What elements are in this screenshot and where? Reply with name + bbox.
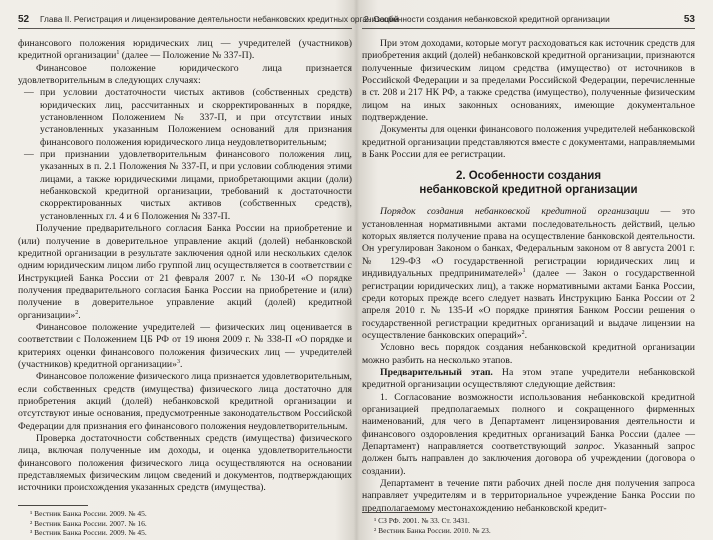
paragraph: Департамент в течение пяти рабочих дней после дня получения запроса направляет учредителям и в территориальное учреждение Банка России по предполагаемому местонахождению небанковской кредит- xyxy=(362,478,695,514)
left-body-text xyxy=(18,38,352,495)
footnote: ² Вестник Банка России. 2010. № 23. xyxy=(374,525,491,535)
right-page-number: 53 xyxy=(683,14,695,25)
left-page-number: 52 xyxy=(18,14,30,25)
right-running-head xyxy=(362,12,695,29)
paragraph: Документы для оценки финансового положения учредителей небанковской кредитной организации представляются вместе с документами, направляемыми в Банк России для ее регистрации. xyxy=(362,124,695,161)
list-item: — при условии достаточности чистых активов (собственных средств) юридических лиц, рассчитанных и скорректированных в порядке, установленном Положением № 337-П, и при отсутствии иных установленных указанным Положением оснований для признания финансового положения юридического лица неудовлетворительным; xyxy=(40,87,352,149)
right-footnotes xyxy=(362,512,695,535)
paragraph: Проверка достаточности собственных средств (имущества) физического лица, включая полученные им доходы, и оценка удовлетворительности финансового положения физического лица осуществляются на основании представляемых физическим лицом сведений и документов, подтверждающих источники происхождения указанных средств (имущества). xyxy=(18,433,352,494)
paragraph: Условно весь порядок создания небанковской кредитной организации можно разбить на несколько этапов. xyxy=(362,342,695,366)
footnote-rule xyxy=(18,505,88,506)
right-page xyxy=(362,0,695,540)
left-footnotes xyxy=(18,505,352,538)
footnote: ¹ СЗ РФ. 2001. № 33. Ст. 3431. xyxy=(374,516,470,525)
right-running-title: 2. Особенности создания небанковской кредитной организации xyxy=(364,14,610,24)
paragraph: финансового положения юридических лиц — учредителей (участников) кредитной организации$^1$ (далее — Положение № 337-П). xyxy=(18,38,352,62)
footnote: ¹ Вестник Банка России. 2009. № 45. xyxy=(30,509,147,518)
paragraph: При этом доходами, которые могут расходоваться как источник средств для приобретения акций (долей) небанковской кредитной организации, признаются полученные физическим лицом средства (имущество) от источников в Российской Федерации и за пределами Российской Федерации, перечисленные в ст. 208 и 217 НК РФ, а также средства (имущество), полученные физическим лицом на иных законных основаниях, имеющие документальное подтверждение. xyxy=(362,38,695,124)
paragraph: Предварительный этап. На этом этапе учредители небанковской кредитной организации осуществляют следующие действия: xyxy=(362,366,695,391)
criteria-list xyxy=(18,87,352,223)
right-body-text xyxy=(362,38,695,515)
paragraph: Порядок создания небанковской кредитной организации — это установленная нормативными актами последовательность действий, целью которых является получение права на осуществление банковской деятельности. Он урегулирован Законом о банках, Федеральным законом от 8 августа 2001 г. № 129-ФЗ «О государственной регистрации юридических лиц и индивидуальных предпринимателей»$^1$ (далее — Закон о государственной регистрации юридических лиц), а также нормативными актами Банка России, среди которых прежде всего следует назвать Инструкцию Банка России от 2 апреля 2010 г. № 135-И «О порядке принятия Банком России решения о государственной регистрации кредитных организаций и выдаче лицензии на осуществление банковских операций»$^2$. xyxy=(362,206,695,341)
paragraph: Финансовое положение юридического лица признается удовлетворительным в следующих случаях: xyxy=(18,62,352,87)
section-title: 2. Особенности создания небанковской кредитной организации xyxy=(419,170,638,197)
left-running-head xyxy=(18,12,399,29)
paragraph: 1. Согласование возможности использования небанковской кредитной организацией предполагаемых полного и сокращенного фирменных наименований, для чего в Департамент лицензирования деятельности и финансового оздоровления кредитных организаций Банка России (далее — Департамент) направляется соответствующий запрос. Указанный запрос должен быть направлен до заключения договора об учреждении (договора о создании). xyxy=(362,391,695,477)
paragraph: Получение предварительного согласия Банка России на приобретение и (или) получение в доверительное управление акций (долей) небанковской кредитной организации в результате заключения одной или нескольких сделок одним юридическим лицом либо группой лиц осуществляется в соответствии с Инструкцией Банка России от 21 февраля 2007 г. № 130-И «О порядке получения предварительного согласия Банка России на приобретение и (или) получение в доверительное управление акций (долей) кредитной организации»$^2$. xyxy=(18,223,352,321)
paragraph: Финансовое положение физического лица признается удовлетворительным, если собственных средств (имущества) физического лица достаточно для приобретения акций (долей) небанковской кредитной организации и отсутствуют иные основания, предусмотренные законодательством Российской Федерации для признания его финансового положения неудовлетворительным. xyxy=(18,371,352,432)
left-running-title: Глава II. Регистрация и лицензирование деятельности небанковских кредитных организаций xyxy=(40,14,399,24)
list-item: — при признании удовлетворительным финансового положения лиц, указанных в п. 2.1 Положения № 337-П, и при условии соблюдения этими лицами, а также юридическими лицами, приобретающими акции (доли) небанковской кредитной организации, требований к достаточности скорректированных чистых активов (собственных средств), установленных гл. 4 и 6 Положения № 337-П. xyxy=(40,149,352,223)
footnote-rule xyxy=(362,512,432,513)
left-page xyxy=(18,0,399,540)
footnote: ³ Вестник Банка России. 2009. № 45. xyxy=(30,528,147,537)
footnote: ² Вестник Банка России. 2007. № 16. xyxy=(30,518,147,528)
paragraph: Финансовое положение учредителей — физических лиц оценивается в соответствии с Положением ЦБ РФ от 19 июня 2009 г. № 338-П «О порядке и критериях оценки финансового положения физических лиц — учредителей (участников) кредитной организации»$^3$. xyxy=(18,321,352,370)
